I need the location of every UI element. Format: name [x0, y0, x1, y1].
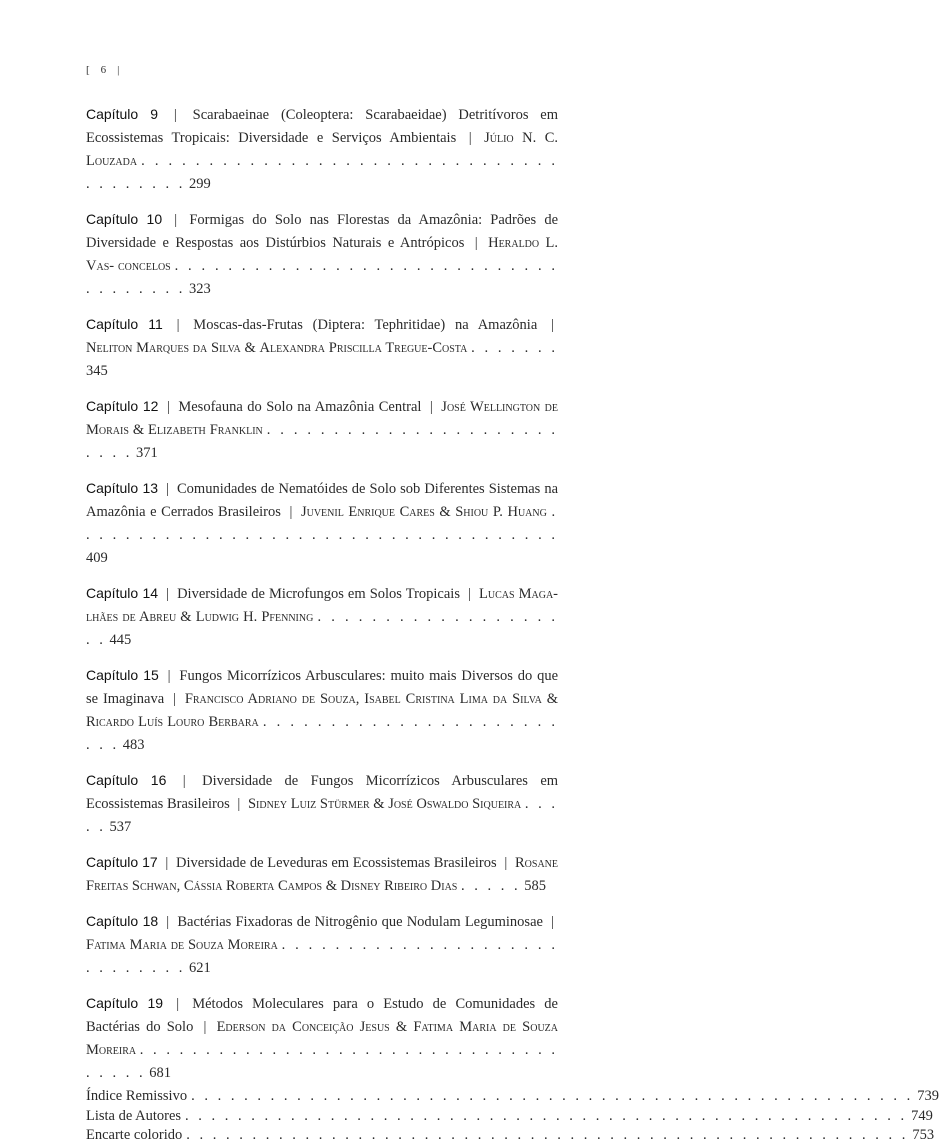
chapter-authors: Júlio N. C.: [484, 130, 558, 146]
chapter-authors-cont: José Oswaldo Siqueira: [388, 796, 522, 812]
chapter-authors: Ederson da Conceição Jesus & Fatima Maria de: [216, 1019, 517, 1035]
chapter-page: 371: [136, 445, 158, 461]
chapter-title: Fungos Micorrízicos Arbusculares: muito mais Diversos do que se Imaginava: [86, 668, 559, 707]
chapter-label: Capítulo 12: [86, 398, 159, 414]
chapter-page: 681: [149, 1065, 171, 1081]
toc-entry-chapter-9[interactable]: Capítulo 9 | Scarabaeinae (Coleoptera: Scarabaeidae) Detritívoros em Ecossistemas Tropicais: Diversidade e Serviços Ambientais | Júlio N. C. Louzada . . . . . . . . . . . . . . . . . . . . . . . . . . . . . . . . . . . . . . . 299: [86, 106, 559, 192]
chapter-authors-cont: Ricardo Luís Louro Berbara: [86, 714, 259, 730]
table-of-contents: [86, 103, 939, 1146]
chapter-label: Capítulo 17: [86, 854, 158, 870]
header-bar: |: [117, 64, 121, 76]
chapter-authors-cont: lhães de Abreu & Ludwig H. Pfenning: [86, 609, 314, 625]
entry-page: 739: [917, 1088, 939, 1104]
chapter-authors: Lucas Maga-: [479, 586, 558, 602]
chapter-authors-cont: Freitas Schwan, Cássia Roberta Campos & Disney Ribeiro Dias: [86, 878, 458, 894]
chapter-page: 621: [189, 960, 211, 976]
chapter-authors-cont: Louzada: [86, 153, 138, 169]
chapter-authors: Juvenil Enrique Cares & Shiou: [300, 504, 489, 520]
chapter-page: 445: [109, 632, 132, 648]
toc-entry-chapter-13[interactable]: Capítulo 13 | Comunidades de Nematóides de Solo sob Diferentes Sistemas na Amazônia e Cerrados Brasileiros | Juvenil Enrique Cares & Shiou P. Huang . . . . . . . . . . . . . . . . . . . . . . . . . . . . . . . . . . . . . 409: [86, 480, 559, 566]
chapter-page: 483: [122, 737, 145, 753]
chapter-title: Scarabaeinae (Coleoptera: Scarabaeidae) Detritívoros em Ecossistemas Tropicais: Diversidade e Serviços Ambientais: [86, 107, 559, 146]
chapter-title: Moscas-das-Frutas (Diptera: Tephritidae) na Amazônia: [193, 317, 538, 333]
chapter-authors-cont: P. Huang: [492, 504, 547, 520]
toc-tail: [86, 1087, 939, 1146]
chapter-authors: José Wellington de: [441, 399, 559, 415]
entry-label: Encarte colorido: [86, 1127, 183, 1143]
toc-entry-index[interactable]: Índice Remissivo . . . . . . . . . . . . . . . . . . . . . . . . . . . . . . . . . . . . . . . . . . . . . . . . . . . . . . . 739: [86, 1087, 558, 1107]
chapter-title: Comunidades de Nematóides de Solo sob Diferentes Sistemas na Amazônia e Cerrados Brasileiros: [86, 481, 559, 520]
chapter-authors-cont: Alexandra Priscilla Tregue-Costa: [259, 340, 468, 356]
entry-page: 749: [911, 1107, 933, 1124]
chapter-page: 323: [189, 281, 211, 297]
chapter-label: Capítulo 11: [86, 316, 163, 332]
chapter-label: Capítulo 13: [86, 480, 159, 496]
chapter-title: Métodos Moleculares para o Estudo de Comunidades de Bactérias do Solo: [86, 996, 558, 1035]
chapter-page: 409: [86, 550, 108, 566]
chapter-label: Capítulo 16: [86, 772, 167, 788]
entry-page: 753: [912, 1127, 935, 1143]
chapter-label: Capítulo 18: [86, 913, 159, 929]
entry-label: Lista de Autores: [86, 1107, 182, 1124]
toc-entry-chapter-11[interactable]: Capítulo 11 | Moscas-das-Frutas (Diptera: Tephritidae) na Amazônia | Neliton Marques da Silva & Alexandra Priscilla Tregue-Costa . . . . . . . 345: [86, 316, 559, 379]
chapter-title: Diversidade de Microfungos em Solos Tropicais: [177, 586, 460, 602]
toc-entry-chapter-12[interactable]: Capítulo 12 | Mesofauna do Solo na Amazônia Central | José Wellington de Morais & Elizabeth Franklin . . . . . . . . . . . . . . . . . . . . . . . . . . 371: [86, 398, 559, 461]
chapter-title: Diversidade de Fungos Micorrízicos Arbusculares em Ecossistemas Brasileiros: [86, 773, 559, 812]
chapter-authors-cont: Souza Moreira: [86, 1019, 559, 1058]
chapter-authors-cont: concelos: [117, 258, 171, 274]
toc-entry-chapter-18[interactable]: Capítulo 18 | Bactérias Fixadoras de Nitrogênio que Nodulam Leguminosae | Fatima Maria de Souza Moreira . . . . . . . . . . . . . . . . . . . . . . . . . . . . . 621: [86, 913, 559, 976]
toc-entry-chapter-19[interactable]: Capítulo 19 | Métodos Moleculares para o Estudo de Comunidades de Bactérias do Solo | Ederson da Conceição Jesus & Fatima Maria de Souza Moreira . . . . . . . . . . . . . . . . . . . . . . . . . . . . . . . . . . . . . 681: [86, 995, 559, 1081]
chapter-page: 537: [109, 819, 132, 835]
toc-entry-chapter-17[interactable]: Capítulo 17 | Diversidade de Leveduras em Ecossistemas Brasileiros | Rosane Freitas Schwan, Cássia Roberta Campos & Disney Ribeiro Dias . . . . . 585: [86, 854, 558, 894]
chapter-authors-cont: Morais & Elizabeth Franklin: [86, 422, 263, 438]
chapter-label: Capítulo 19: [86, 995, 164, 1011]
toc-entry-chapter-16[interactable]: Capítulo 16 | Diversidade de Fungos Micorrízicos Arbusculares em Ecossistemas Brasileiros | Sidney Luiz Stürmer & José Oswaldo Siqueira . . . . . 537: [86, 772, 559, 835]
chapter-page: 345: [86, 363, 108, 379]
running-header: [86, 64, 120, 76]
chapter-label: Capítulo 15: [86, 667, 159, 683]
chapter-label: Capítulo 14: [86, 585, 159, 601]
chapter-authors: Francisco Adriano de Souza, Isabel Cristina Lima da Silva &: [184, 691, 559, 707]
chapter-authors: Heraldo L. Vas-: [86, 235, 559, 274]
chapter-authors: Sidney Luiz Stürmer &: [247, 796, 385, 812]
entry-label: Índice Remissivo: [86, 1088, 188, 1104]
chapter-title: Diversidade de Leveduras em Ecossistemas Brasileiros: [176, 855, 497, 871]
chapter-authors: Fatima Maria de Souza Moreira: [86, 937, 278, 953]
chapter-label: Capítulo 9: [86, 106, 159, 122]
chapter-authors: Neliton Marques da Silva &: [86, 340, 256, 356]
toc-entry-color-insert[interactable]: Encarte colorido . . . . . . . . . . . . . . . . . . . . . . . . . . . . . . . . . . . . . . . . . . . . . . . . . . . . . . . 753: [86, 1126, 558, 1146]
toc-entry-chapter-15[interactable]: Capítulo 15 | Fungos Micorrízicos Arbusculares: muito mais Diversos do que se Imaginava | Francisco Adriano de Souza, Isabel Cristina Lima da Silva & Ricardo Luís Louro Berbara . . . . . . . . . . . . . . . . . . . . . . . . . 483: [86, 667, 559, 753]
chapter-authors: Rosane: [514, 855, 558, 871]
toc-entry-chapter-14[interactable]: Capítulo 14 | Diversidade de Microfungos em Solos Tropicais | Lucas Maga- lhães de Abreu & Ludwig H. Pfenning . . . . . . . . . . . . . . . . . . . . 445: [86, 585, 559, 648]
chapter-title: Mesofauna do Solo na Amazônia Central: [178, 399, 422, 415]
page-number: 6: [100, 64, 108, 76]
toc-entry-authors-list[interactable]: Lista de Autores . . . . . . . . . . . . . . . . . . . . . . . . . . . . . . . . . . . . . . . . . . . . . . . . . . . . . . . 749: [86, 1107, 558, 1127]
chapter-page: 585: [524, 878, 546, 894]
toc-entry-chapter-10[interactable]: Capítulo 10 | Formigas do Solo nas Florestas da Amazônia: Padrões de Diversidade e Respostas aos Distúrbios Naturais e Antrópicos | Heraldo L. Vas- concelos . . . . . . . . . . . . . . . . . . . . . . . . . . . . . . . . . . . . . 323: [86, 211, 559, 297]
chapter-page: 299: [189, 176, 211, 192]
header-bracket: [: [86, 64, 91, 76]
chapter-title: Bactérias Fixadoras de Nitrogênio que Nodulam Leguminosae: [177, 914, 543, 930]
chapter-label: Capítulo 10: [86, 211, 163, 227]
chapter-title: Formigas do Solo nas Florestas da Amazônia: Padrões de Diversidade e Respostas aos Distúrbios Naturais e Antrópicos: [86, 212, 559, 251]
